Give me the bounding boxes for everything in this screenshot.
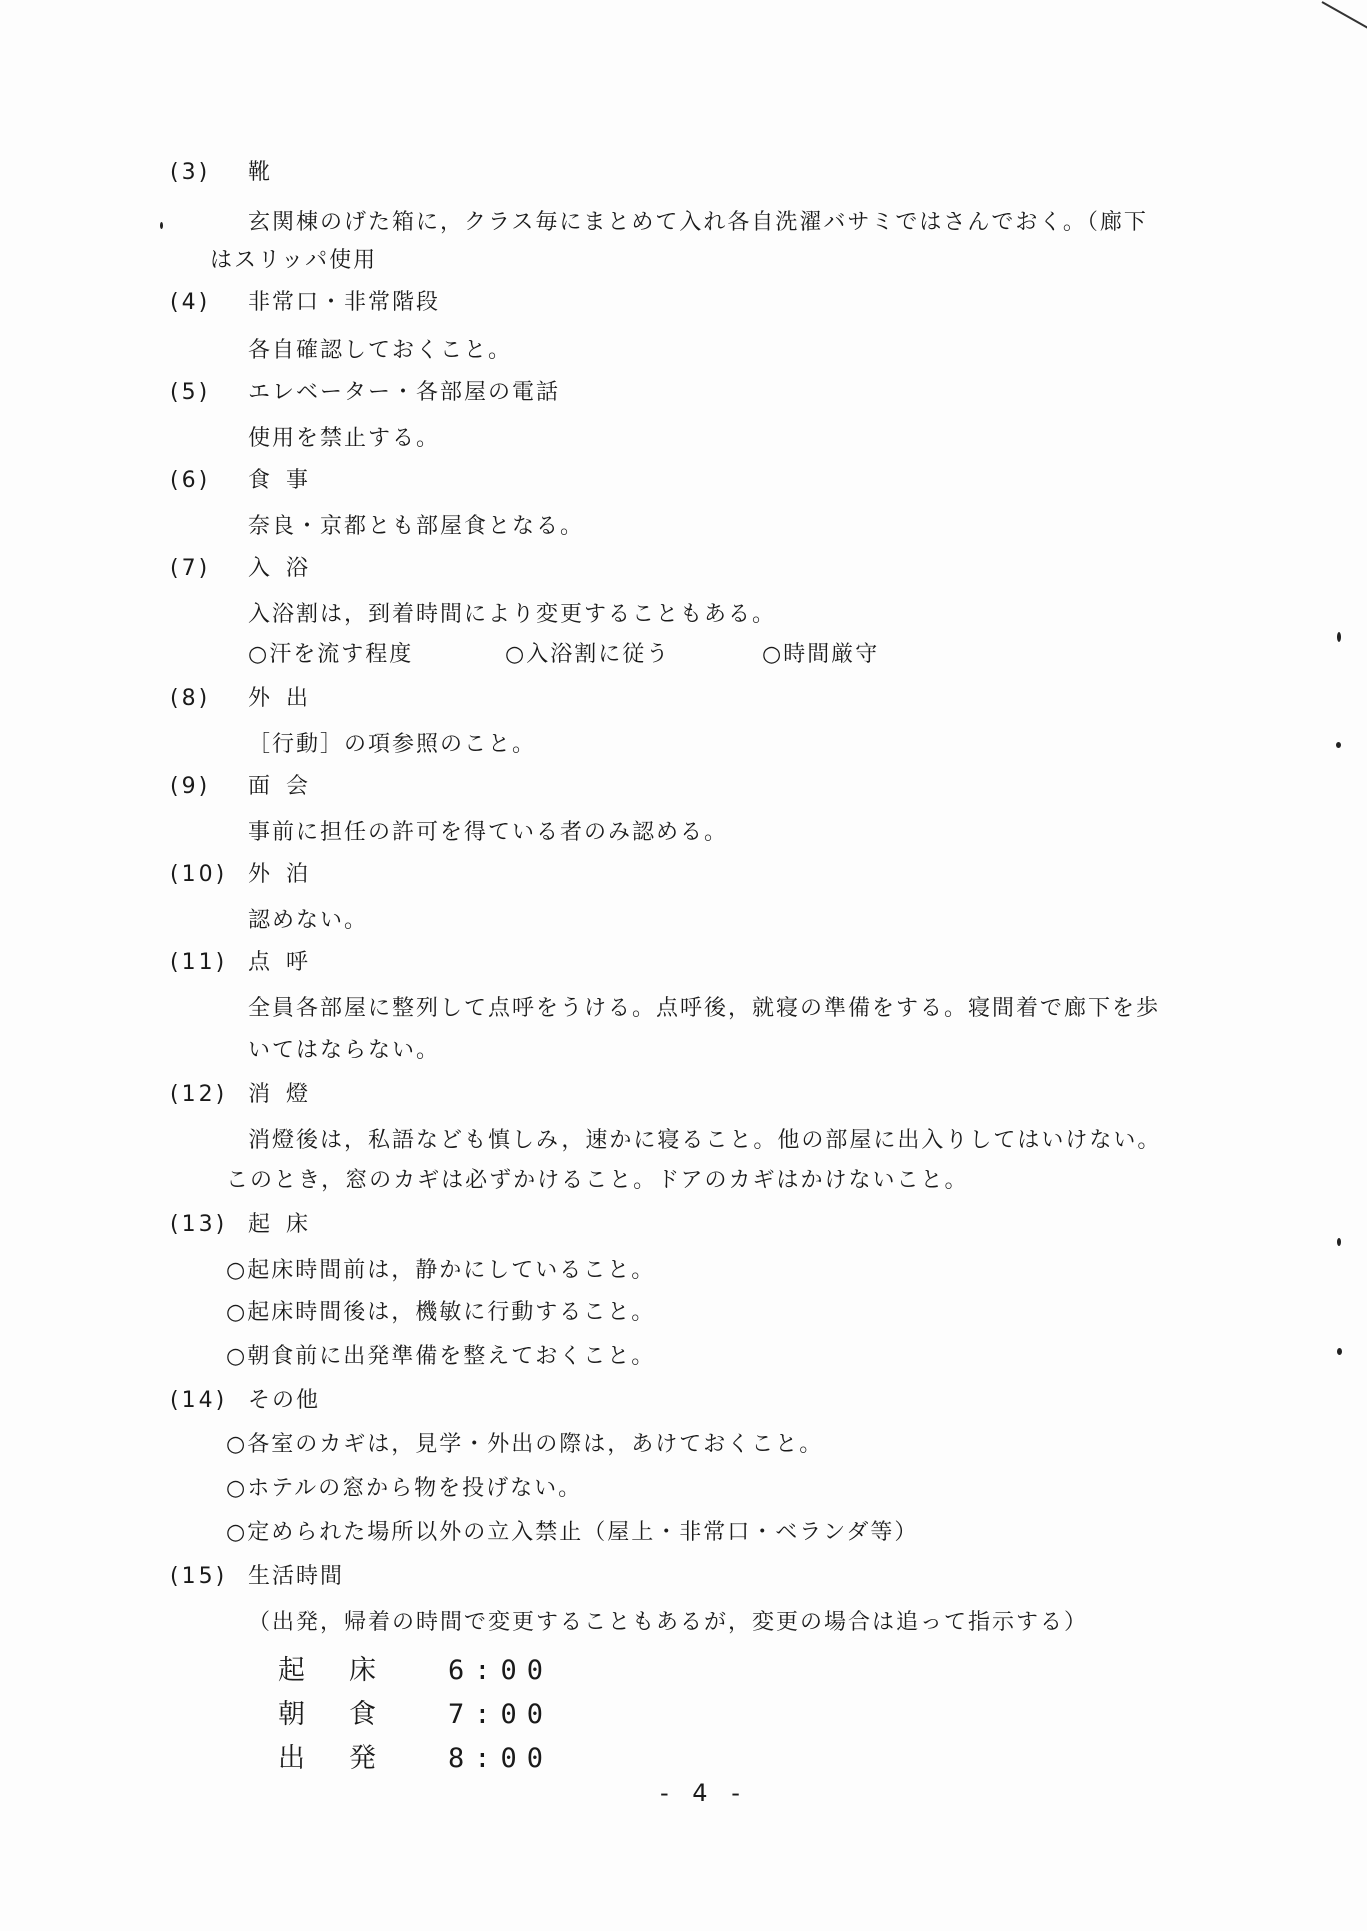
section-number: (9)	[170, 774, 211, 799]
section-number: (5)	[170, 380, 211, 405]
scan-speck	[1337, 1238, 1341, 1246]
section-title: 非常口・非常階段	[248, 290, 441, 315]
section-8-heading	[170, 684, 324, 714]
section-title: 外泊	[248, 862, 325, 887]
section-number: (13)	[170, 1212, 228, 1237]
section-number: (12)	[170, 1082, 228, 1107]
section-number: (14)	[170, 1388, 228, 1413]
section-title: 消燈	[248, 1082, 325, 1107]
section-13-item-2: ○起床時間後は，機敏に行動すること。	[226, 1300, 656, 1325]
section-8-body-line-1: ［行動］の項参照のこと。	[248, 732, 537, 757]
section-number: (11)	[170, 950, 228, 975]
section-title: その他	[248, 1388, 321, 1413]
section-title: 点呼	[248, 950, 325, 975]
section-4-body-line-1: 各自確認しておくこと。	[248, 338, 513, 363]
scan-speck	[1337, 1348, 1342, 1355]
section-14-heading	[170, 1386, 320, 1416]
section-3-body-line-2: はスリッパ使用	[210, 248, 378, 273]
schedule-time: 7:00	[448, 1699, 554, 1730]
section-11-heading	[170, 948, 324, 978]
schedule-time: 8:00	[448, 1743, 554, 1774]
section-number: (15)	[170, 1564, 228, 1589]
section-title: エレベーター・各部屋の電話	[248, 380, 561, 405]
section-6-heading	[170, 466, 324, 496]
section-title: 食事	[248, 468, 325, 493]
schedule-label: 起床	[278, 1655, 420, 1686]
section-title: 起床	[248, 1212, 325, 1237]
section-11-body-line-1: 全員各部屋に整列して点呼をうける。点呼後，就寝の準備をする。寝間着で廊下を歩	[248, 996, 1161, 1021]
section-5-heading	[170, 378, 560, 408]
section-number: (4)	[170, 290, 211, 315]
schedule-row	[278, 1654, 553, 1688]
section-11-body-line-2: いてはならない。	[248, 1038, 441, 1063]
section-14-item-3: ○定められた場所以外の立入禁止（屋上・非常口・ベランダ等）	[226, 1520, 919, 1545]
section-15-heading	[170, 1562, 344, 1592]
section-7-body-line-1: 入浴割は，到着時間により変更することもある。	[248, 602, 777, 627]
section-12-body-line-1: 消燈後は，私語なども慎しみ，速かに寝ること。他の部屋に出入りしてはいけない。	[248, 1128, 1162, 1153]
section-13-item-3: ○朝食前に出発準備を整えておくこと。	[226, 1344, 656, 1369]
section-number: (8)	[170, 686, 211, 711]
section-9-heading	[170, 772, 324, 802]
section-9-body-line-1: 事前に担任の許可を得ている者のみ認める。	[248, 820, 729, 845]
schedule-row	[278, 1698, 553, 1732]
section-13-heading	[170, 1210, 324, 1240]
section-12-body-line-2: このとき，窓のカギは必ずかけること。ドアのカギはかけないこと。	[226, 1168, 969, 1193]
scan-speck	[160, 222, 163, 229]
section-title: 外出	[248, 686, 325, 711]
section-number: (3)	[170, 160, 211, 185]
section-3-heading	[170, 158, 272, 188]
scan-speck	[1337, 632, 1341, 642]
section-title: 生活時間	[248, 1564, 345, 1589]
section-12-heading	[170, 1080, 324, 1110]
section-6-body-line-1: 奈良・京都とも部屋食となる。	[248, 514, 585, 539]
scan-edge-mark	[1320, 0, 1367, 30]
section-number: (7)	[170, 556, 211, 581]
section-10-body-line-1: 認めない。	[248, 908, 369, 933]
scan-speck	[1336, 742, 1341, 748]
section-13-item-1: ○起床時間前は，静かにしていること。	[226, 1258, 656, 1283]
schedule-label: 出発	[278, 1743, 420, 1774]
section-10-heading	[170, 860, 324, 890]
section-14-item-2: ○ホテルの窓から物を投げない。	[226, 1476, 583, 1501]
section-7-bullet-1: ○汗を流す程度	[248, 642, 414, 667]
schedule-label: 朝食	[278, 1699, 420, 1730]
section-7-bullet-3: ○時間厳守	[762, 642, 880, 667]
section-title: 入浴	[248, 556, 325, 581]
section-3-body-line-1: 玄関棟のげた箱に，クラス毎にまとめて入れ各自洗濯バサミではさんでおく。（廊下	[248, 210, 1148, 235]
section-7-bullet-2: ○入浴割に従う	[505, 642, 671, 667]
section-14-item-1: ○各室のカギは，見学・外出の際は，あけておくこと。	[226, 1432, 824, 1457]
section-title: 靴	[248, 160, 273, 185]
section-5-body-line-1: 使用を禁止する。	[248, 426, 441, 451]
section-number: (10)	[170, 862, 228, 887]
schedule-time: 6:00	[448, 1655, 554, 1686]
section-number: (6)	[170, 468, 211, 493]
section-4-heading	[170, 288, 440, 318]
page-number: - 4 -	[660, 1779, 748, 1807]
section-15-body-line-1: （出発，帰着の時間で変更することもあるが，変更の場合は追って指示する）	[248, 1610, 1089, 1635]
schedule-row	[278, 1742, 553, 1776]
section-title: 面会	[248, 774, 325, 799]
section-7-heading	[170, 554, 324, 584]
